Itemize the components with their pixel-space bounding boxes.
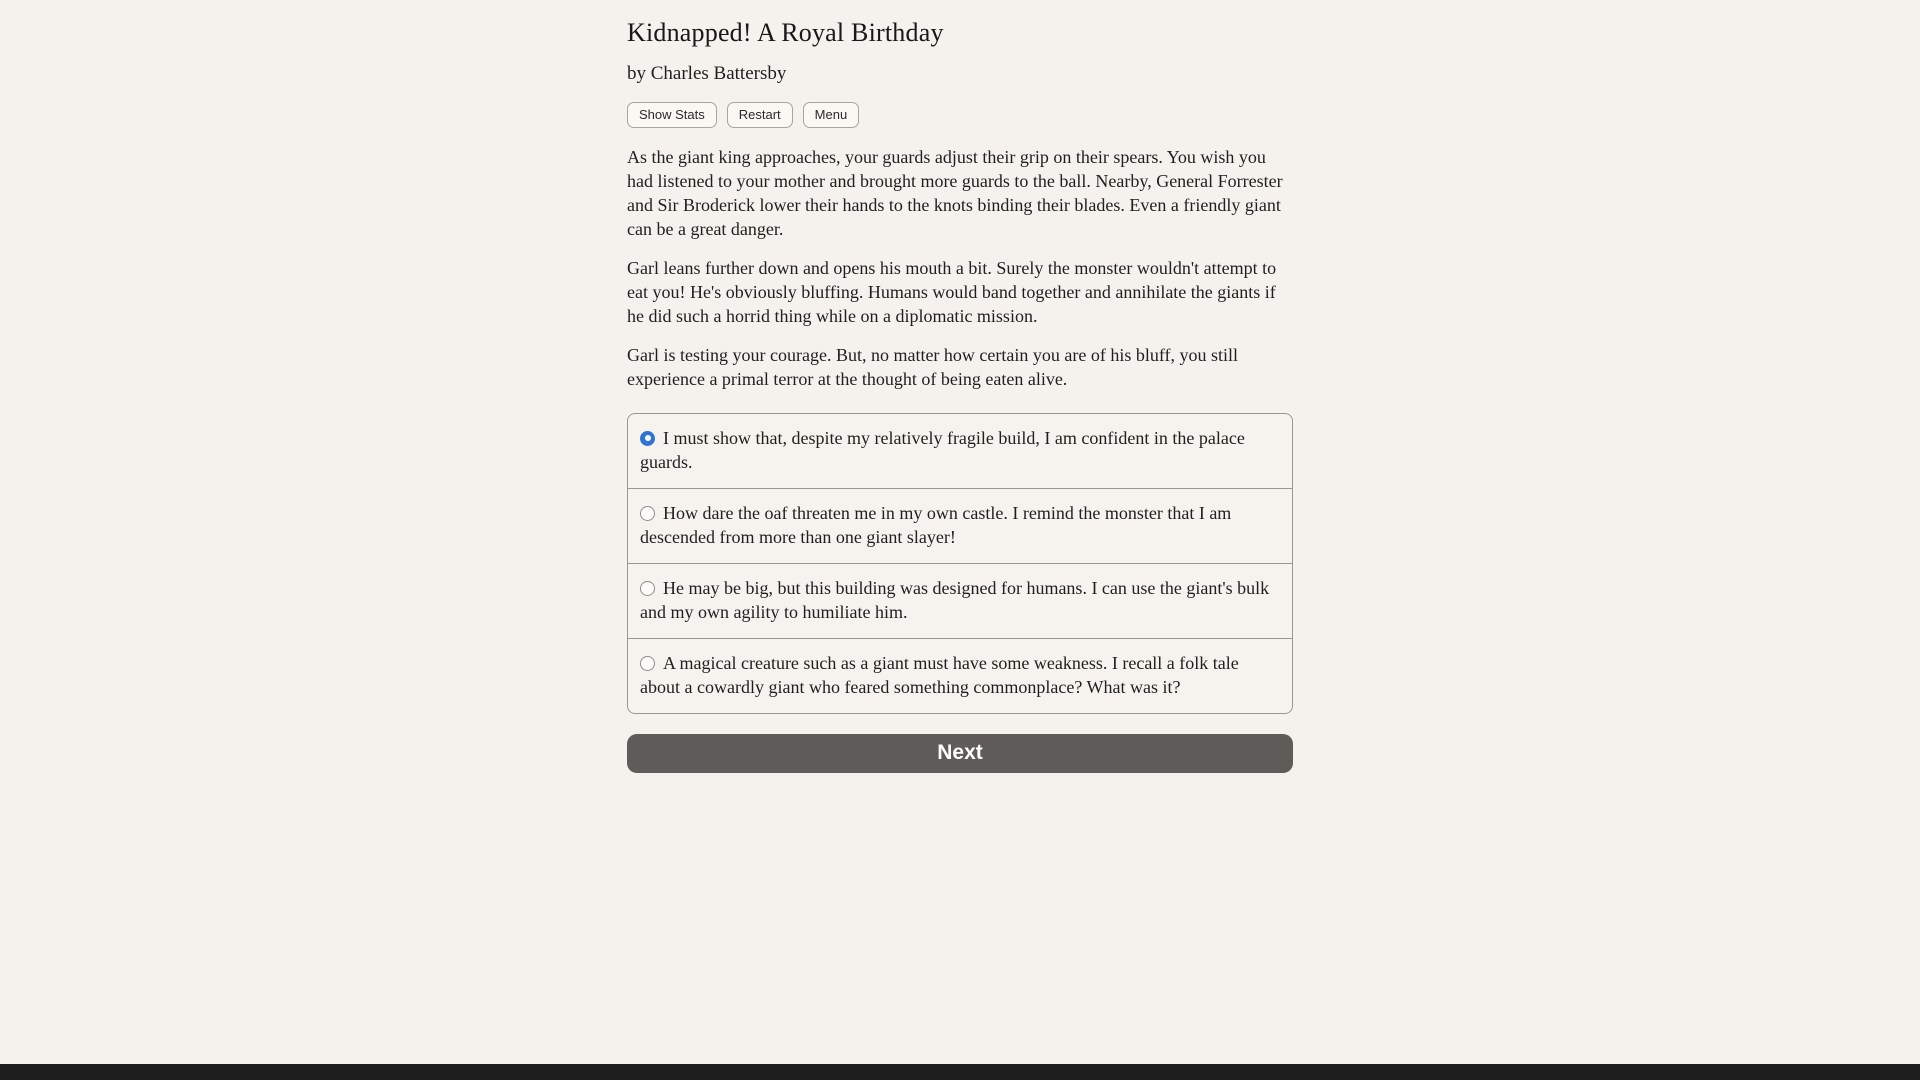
choice-option-1[interactable]	[628, 414, 1292, 488]
author-byline: by Charles Battersby	[627, 63, 787, 84]
story-paragraph: As the giant king approaches, your guards adjust their grip on their spears. You wish you had listened to your mother and brought more guards to the ball. Nearby, General Forrester and Sir Broderick lower their hands to the knots binding their blades. Even a friendly giant can be a great danger.	[627, 146, 1283, 239]
menu-button[interactable]: Menu	[803, 102, 860, 128]
choice-option-3[interactable]	[628, 563, 1292, 638]
restart-button[interactable]: Restart	[727, 102, 793, 128]
content-column	[627, 0, 1293, 773]
show-stats-button[interactable]: Show Stats	[627, 102, 717, 128]
choice-option-label: A magical creature such as a giant must have some weakness. I recall a folk tale about a cowardly giant who feared something commonplace? What was it?	[640, 652, 1239, 697]
choice-group	[627, 413, 1293, 714]
story-paragraph: Garl leans further down and opens his mouth a bit. Surely the monster wouldn't attempt to eat you! He's obviously bluffing. Humans would band together and annihilate the giants if he did such a horrid thing while on a diplomatic mission.	[627, 257, 1277, 326]
radio-unselected-icon[interactable]	[640, 506, 655, 521]
game-title: Kidnapped! A Royal Birthday	[627, 18, 944, 47]
choice-option-label: He may be big, but this building was designed for humans. I can use the giant's bulk and my own agility to humiliate him.	[640, 577, 1270, 622]
radio-unselected-icon[interactable]	[640, 581, 655, 596]
toolbar	[627, 102, 1293, 128]
radio-unselected-icon[interactable]	[640, 656, 655, 671]
bottom-bar	[0, 1064, 1920, 1080]
choice-option-label: How dare the oaf threaten me in my own castle. I remind the monster that I am descended from more than one giant slayer!	[640, 502, 1232, 547]
choice-option-4[interactable]	[628, 638, 1292, 713]
choice-option-label: I must show that, despite my relatively fragile build, I am confident in the palace guards.	[640, 427, 1245, 472]
radio-selected-icon[interactable]	[640, 431, 655, 446]
story-paragraph: Garl is testing your courage. But, no matter how certain you are of his bluff, you still experience a primal terror at the thought of being eaten alive.	[627, 344, 1239, 389]
next-button[interactable]: Next	[627, 734, 1293, 773]
choice-option-2[interactable]	[628, 488, 1292, 563]
story-text	[627, 145, 1293, 391]
